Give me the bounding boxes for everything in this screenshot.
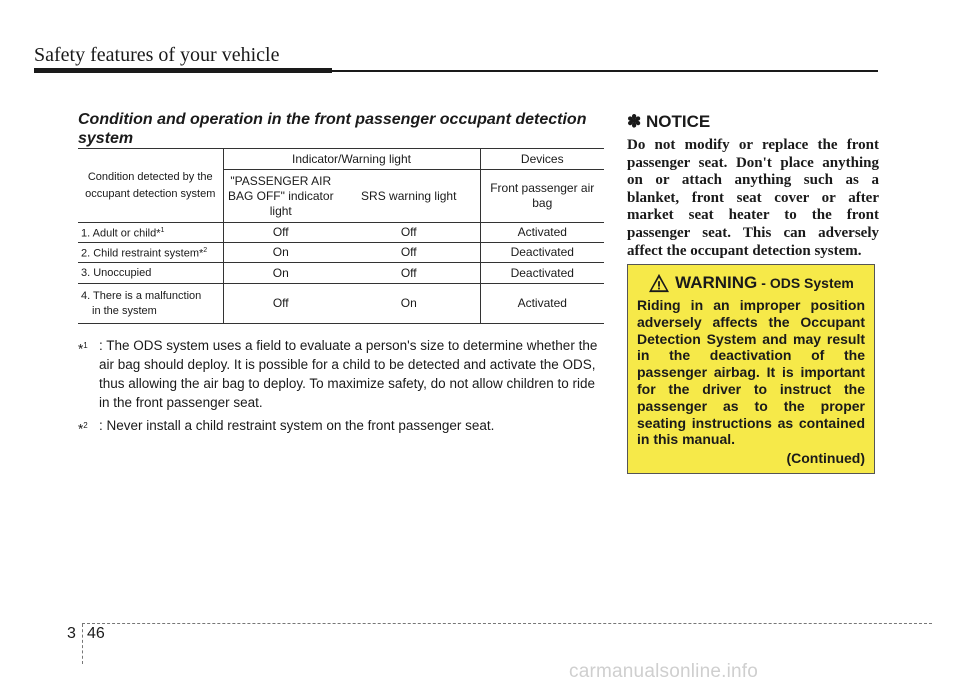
row-condition-label: 1. Adult or child*$^1$	[78, 223, 223, 243]
row-airbag-off-value: On	[223, 243, 338, 263]
warning-body: Riding in an improper position adversely affects the Occupant Detection System and may result in the deactivation of the passenger airbag. It is important for the driver to instruct the passenger as to the proper seating instructions as contained in this manual.	[637, 297, 865, 448]
header-rule-thin	[332, 70, 878, 72]
footnote-1	[78, 336, 605, 412]
header-srs-warning-light: SRS warning light	[338, 170, 480, 223]
notice-title: NOTICE	[645, 112, 711, 131]
row-airbag-status: Activated	[480, 284, 604, 324]
header-devices: Devices	[480, 149, 604, 170]
header-front-passenger-airbag: Front passenger air bag	[480, 170, 604, 223]
row-airbag-status: Activated	[480, 223, 604, 243]
warning-continued: (Continued)	[786, 450, 865, 467]
page-number-divider	[82, 624, 83, 664]
row-srs-value: Off	[338, 243, 480, 263]
footnote-marker: *$^1$	[78, 341, 88, 357]
table-row	[78, 223, 604, 243]
row-airbag-off-value: Off	[223, 223, 338, 243]
table-header-row	[78, 149, 604, 170]
page-header-title: Safety features of your vehicle	[34, 44, 280, 66]
warning-subtitle: - ODS System	[761, 275, 854, 291]
warning-header	[637, 273, 865, 293]
footnote-text: : Never install a child restraint system on the front passenger seat.	[99, 418, 495, 433]
row-srs-value: Off	[338, 223, 480, 243]
notice-heading	[627, 112, 710, 132]
table-row	[78, 243, 604, 263]
chapter-number: 3	[67, 625, 76, 642]
header-condition-detected: Condition detected by the occupant detection system	[78, 149, 223, 223]
table-row	[78, 284, 604, 324]
row-airbag-status: Deactivated	[480, 243, 604, 263]
ods-condition-table	[78, 148, 604, 324]
row-condition-label: 2. Child restraint system*$^2$	[78, 243, 223, 263]
header-indicator-warning-light: Indicator/Warning light	[223, 149, 480, 170]
row-srs-value: Off	[338, 263, 480, 284]
header-passenger-airbag-off-indicator: "PASSENGER AIR BAG OFF" indicator light	[223, 170, 338, 223]
row-condition-label: 4. There is a malfunction in the system	[78, 284, 223, 324]
footnote-marker: *$^2$	[78, 421, 88, 437]
header-rule-thick	[34, 68, 332, 73]
footnote-text: : The ODS system uses a field to evaluate a person's size to determine whether the air bag should deploy. It is possible for a child to be detected and activate the ODS, thus allowing the air bag to deploy. To maximize safety, do not allow children to ride in the front passenger seat.	[99, 338, 598, 410]
row-airbag-off-value: On	[223, 263, 338, 284]
footer-divider	[82, 623, 932, 624]
row-srs-value: On	[338, 284, 480, 324]
footnotes	[78, 336, 605, 439]
section-title: Condition and operation in the front passenger occupant detection system	[78, 111, 587, 147]
notice-body: Do not modify or replace the front passenger seat. Don't place anything on or attach anything such as a blanket, front seat cover or after market seat heater to the front passenger seat. This can adversely affect the occupant detection system.	[627, 137, 879, 259]
watermark: carmanualsonline.info	[569, 661, 759, 682]
row-airbag-off-value: Off	[223, 284, 338, 324]
table-row	[78, 263, 604, 284]
warning-box	[627, 264, 875, 474]
warning-triangle-icon	[648, 273, 670, 293]
warning-title: WARNING	[675, 273, 758, 292]
footnote-2	[78, 416, 605, 435]
notice-symbol-icon: ✽	[627, 112, 642, 131]
row-condition-label: 3. Unoccupied	[78, 263, 223, 284]
page-number: 46	[87, 625, 105, 642]
row-airbag-status: Deactivated	[480, 263, 604, 284]
